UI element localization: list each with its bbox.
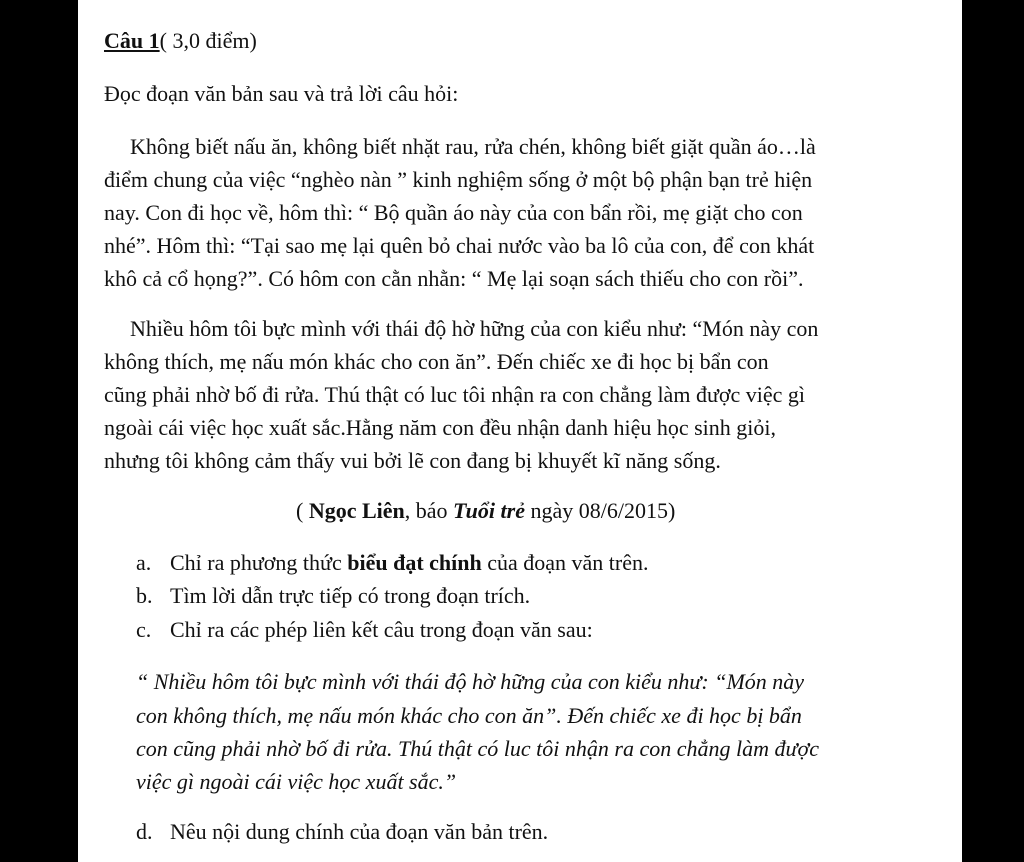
quote-line: “ Nhiều hôm tôi bực mình với thái độ hờ hững của con kiểu như: “Món này xyxy=(136,669,805,694)
instruction-text: Đọc đoạn văn bản sau và trả lời câu hỏi: xyxy=(104,81,459,106)
question-b-marker: b. xyxy=(136,583,153,608)
question-c xyxy=(136,617,593,643)
source-open: ( xyxy=(296,498,309,523)
paragraph1-line: khô cả cổ họng?”. Có hôm con cằn nhằn: “ Mẹ lại soạn sách thiếu cho con rồi”. xyxy=(104,266,804,291)
question-a xyxy=(136,550,649,576)
document-page xyxy=(78,0,962,862)
question-c-text: Chỉ ra các phép liên kết câu trong đoạn văn sau: xyxy=(170,617,593,642)
quote-line: con cũng phải nhờ bố đi rửa. Thú thật có luc tôi nhận ra con chẳng làm được xyxy=(136,736,819,761)
paragraph1-line: nhé”. Hôm thì: “Tại sao mẹ lại quên bỏ chai nước vào ba lô của con, để con khát xyxy=(104,233,815,258)
question-d xyxy=(136,819,548,845)
question-a-bold: biểu đạt chính xyxy=(347,550,482,575)
question-d-text: Nêu nội dung chính của đoạn văn bản trên. xyxy=(170,819,549,844)
source-author: Ngọc Liên xyxy=(308,498,405,523)
question-heading xyxy=(104,28,257,54)
question-b-text: Tìm lời dẫn trực tiếp có trong đoạn trích. xyxy=(170,583,531,608)
paragraph2-line: nhưng tôi không cảm thấy vui bởi lẽ con đang bị khuyết kĩ năng sống. xyxy=(104,448,721,473)
paragraph1-line: nay. Con đi học về, hôm thì: “ Bộ quần áo này của con bẩn rồi, mẹ giặt cho con xyxy=(104,200,803,225)
quote-line: việc gì ngoài cái việc học xuất sắc.” xyxy=(136,769,457,794)
question-b xyxy=(136,583,530,609)
source-citation xyxy=(296,498,675,524)
source-date: ngày 08/6/2015) xyxy=(524,498,676,523)
question-label: Câu 1 xyxy=(104,28,160,53)
question-a-pre: Chỉ ra phương thức xyxy=(170,550,348,575)
question-points: ( 3,0 điểm) xyxy=(159,28,257,53)
source-mid: , báo xyxy=(404,498,454,523)
question-d-marker: d. xyxy=(136,819,153,844)
paragraph2-line: không thích, mẹ nấu món khác cho con ăn”. Đến chiếc xe đi học bị bẩn con xyxy=(104,349,769,374)
paragraph1-line: Không biết nấu ăn, không biết nhặt rau, rửa chén, không biết giặt quần áo…là xyxy=(130,134,816,159)
question-a-post: của đoạn văn trên. xyxy=(481,550,649,575)
paragraph2-line: Nhiều hôm tôi bực mình với thái độ hờ hững của con kiểu như: “Món này con xyxy=(130,316,819,341)
paragraph1-line: điểm chung của việc “nghèo nàn ” kinh nghiệm sống ở một bộ phận bạn trẻ hiện xyxy=(104,167,813,192)
quote-line: con không thích, mẹ nấu món khác cho con ăn”. Đến chiếc xe đi học bị bẩn xyxy=(136,703,802,728)
question-a-marker: a. xyxy=(136,550,152,575)
paragraph2-line: cũng phải nhờ bố đi rửa. Thú thật có luc tôi nhận ra con chẳng làm được việc gì xyxy=(104,382,806,407)
question-c-marker: c. xyxy=(136,617,152,642)
paragraph2-line: ngoài cái việc học xuất sắc.Hằng năm con đều nhận danh hiệu học sinh giỏi, xyxy=(104,415,777,440)
source-newspaper: Tuổi trẻ xyxy=(453,498,525,523)
